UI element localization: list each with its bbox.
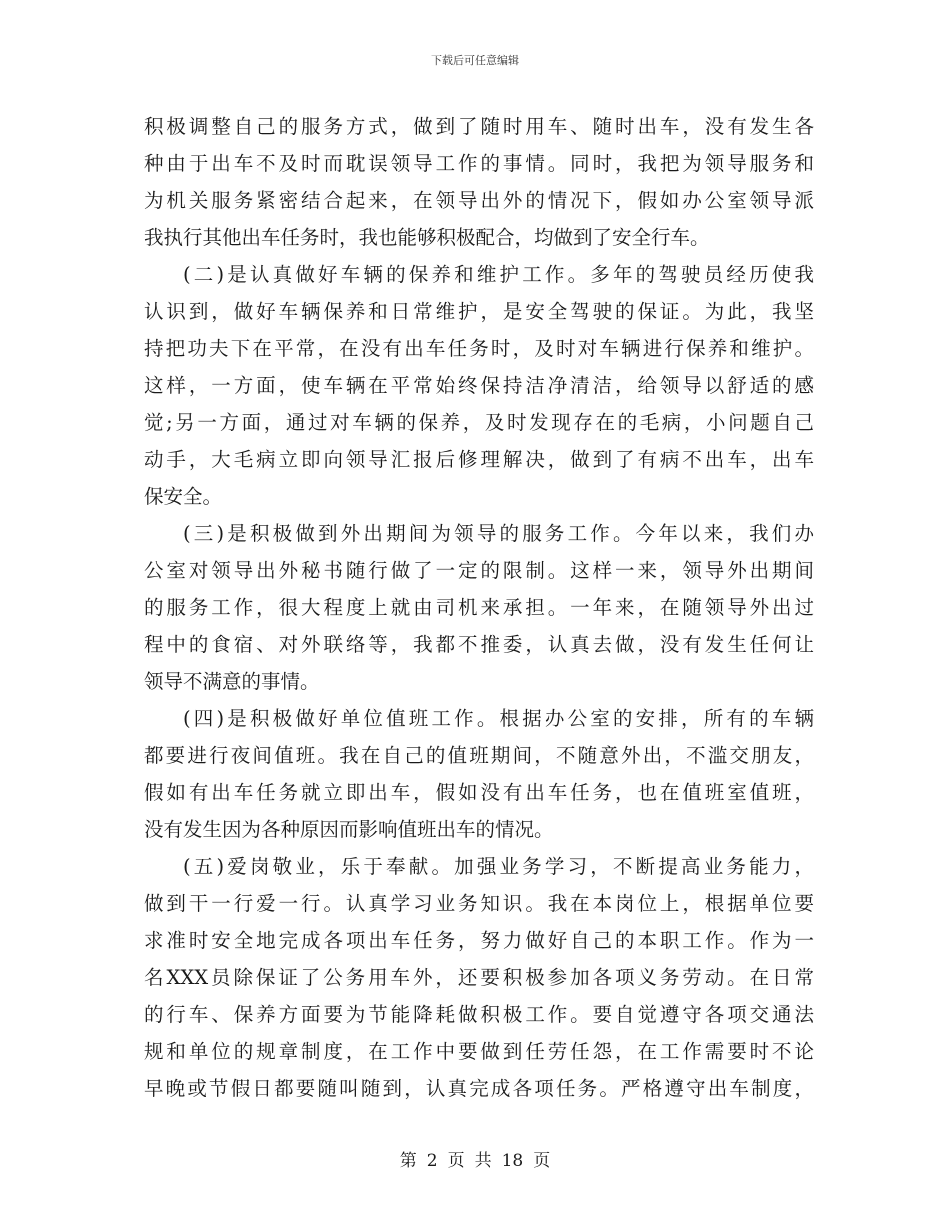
paragraph-start-line: (四)是积极做好单位值班工作。根据办公室的安排，所有的车辆 bbox=[183, 707, 814, 730]
total-page-count: 18 bbox=[501, 1151, 524, 1171]
text-line: 领导不满意的事情。 bbox=[144, 670, 320, 693]
text-line: 公室对领导出外秘书随行做了一定的限制。这样一来，领导外出期间 bbox=[144, 559, 814, 582]
text-line: 觉;另一方面，通过对车辆的保养，及时发现存在的毛病，小问题自己 bbox=[144, 411, 814, 434]
text-line: 都要进行夜间值班。我在自己的值班期间，不随意外出，不滥交朋友， bbox=[144, 744, 814, 767]
text-line: 这样，一方面，使车辆在平常始终保持洁净清洁，给领导以舒适的感 bbox=[144, 374, 814, 397]
text-line: 动手，大毛病立即向领导汇报后修理解决，做到了有病不出车，出车 bbox=[144, 448, 814, 471]
footer-label-di: 第 bbox=[399, 1151, 417, 1171]
page-footer bbox=[0, 1150, 950, 1172]
footer-label-ye-2: 页 bbox=[533, 1151, 551, 1171]
text-line: 积极调整自己的服务方式，做到了随时用车、随时出车，没有发生各 bbox=[144, 115, 814, 138]
text-line: 为机关服务紧密结合起来，在领导出外的情况下，假如办公室领导派 bbox=[144, 189, 814, 212]
text-line: 假如有出车任务就立即出车，假如没有出车任务，也在值班室值班， bbox=[144, 781, 814, 804]
footer-label-gong: 共 bbox=[474, 1151, 492, 1171]
text-line: 没有发生因为各种原因而影响值班出车的情况。 bbox=[144, 818, 554, 841]
text-line: 的服务工作，很大程度上就由司机来承担。一年来，在随领导外出过 bbox=[144, 596, 814, 619]
text-line: 我执行其他出车任务时，我也能够积极配合，均做到了安全行车。 bbox=[144, 226, 710, 249]
paragraph-start-line: (二)是认真做好车辆的保养和维护工作。多年的驾驶员经历使我 bbox=[183, 263, 814, 286]
text-line: 规和单位的规章制度，在工作中要做到任劳任怨，在工作需要时不论 bbox=[144, 1040, 814, 1063]
document-body bbox=[144, 108, 814, 1107]
text-line: 名XXX员除保证了公务用车外，还要积极参加各项义务劳动。在日常 bbox=[144, 966, 814, 989]
text-line: 认识到，做好车辆保养和日常维护，是安全驾驶的保证。为此，我坚 bbox=[144, 300, 814, 323]
paragraph-start-line: (三)是积极做到外出期间为领导的服务工作。今年以来，我们办 bbox=[183, 522, 814, 545]
text-line: 的行车、保养方面要为节能降耗做积极工作。要自觉遵守各项交通法 bbox=[144, 1003, 814, 1026]
text-line: 持把功夫下在平常，在没有出车任务时，及时对车辆进行保养和维护。 bbox=[144, 337, 814, 360]
text-line: 保安全。 bbox=[144, 485, 223, 508]
text-line: 求准时安全地完成各项出车任务，努力做好自己的本职工作。作为一 bbox=[144, 929, 814, 952]
text-line: 种由于出车不及时而耽误领导工作的事情。同时，我把为领导服务和 bbox=[144, 152, 814, 175]
paragraph-start-line: (五)爱岗敬业，乐于奉献。加强业务学习，不断提高业务能力， bbox=[183, 855, 814, 878]
footer-label-ye: 页 bbox=[447, 1151, 465, 1171]
text-line: 早晚或节假日都要随叫随到，认真完成各项任务。严格遵守出车制度， bbox=[144, 1077, 814, 1100]
text-line: 做到干一行爱一行。认真学习业务知识。我在本岗位上，根据单位要 bbox=[144, 892, 814, 915]
text-line: 程中的食宿、对外联络等，我都不推委，认真去做，没有发生任何让 bbox=[144, 633, 814, 656]
header-note: 下载后可任意编辑 bbox=[431, 54, 519, 67]
current-page-number: 2 bbox=[426, 1151, 438, 1171]
